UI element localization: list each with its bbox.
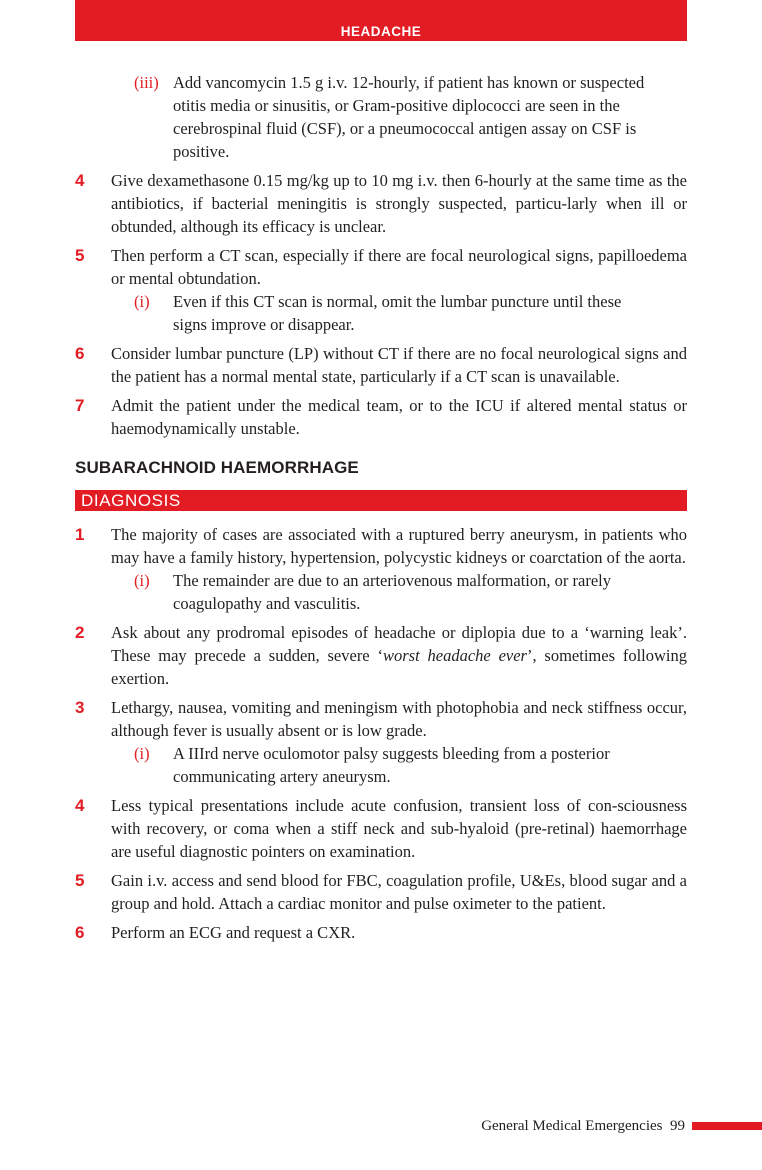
- list-item: [75, 696, 687, 742]
- item-number: 1: [75, 525, 85, 544]
- sub-item-number: (i): [134, 292, 150, 311]
- sub-list-item: [75, 742, 653, 788]
- page-number: 99: [670, 1117, 685, 1134]
- sub-item-text: A IIIrd nerve oculomotor palsy suggests bleeding from a posterior communicating artery aneurysm.: [173, 744, 610, 786]
- list-item: [75, 621, 687, 690]
- item-text: The majority of cases are associated with a ruptured berry aneurysm, in patients who may have a family history, hypertension, polycystic kidneys or coarctation of the aorta.: [111, 525, 687, 567]
- page-footer: [481, 1115, 762, 1137]
- footer-book-section: General Medical Emergencies: [481, 1117, 663, 1134]
- item-text: Gain i.v. access and send blood for FBC, coagulation profile, U&Es, blood sugar and a group and hold. Attach a cardiac monitor and pulse oximeter to the patient.: [111, 871, 687, 913]
- item-text: Less typical presentations include acute confusion, transient loss of con-sciousness with recovery, or coma when a stiff neck and sub-hyaloid (pre-retinal) haemorrhage are useful diagnostic pointers on examination.: [111, 796, 687, 861]
- footer-accent-bar: [692, 1122, 762, 1130]
- sub-item-number: (i): [134, 571, 150, 590]
- list-item: [75, 869, 687, 915]
- page-content: [75, 71, 687, 950]
- item-text: Perform an ECG and request a CXR.: [111, 923, 356, 942]
- footer-text: [481, 1118, 685, 1135]
- item-number: 5: [75, 871, 85, 890]
- item-number: 3: [75, 698, 85, 717]
- item-text-italic: worst headache ever: [382, 646, 527, 665]
- list-item: [75, 921, 687, 944]
- list-item: [75, 244, 687, 290]
- list-item: [75, 394, 687, 440]
- item-number: 6: [75, 923, 85, 942]
- sub-list-item: [75, 290, 653, 336]
- sub-list-item: [75, 569, 653, 615]
- item-number: 5: [75, 246, 85, 265]
- sub-item-text: Even if this CT scan is normal, omit the lumbar puncture until these signs improve or disappear.: [173, 292, 622, 334]
- list-item: [75, 794, 687, 863]
- section-title: SUBARACHNOID HAEMORRHAGE: [75, 458, 359, 477]
- list-item: [75, 523, 687, 569]
- item-number: 7: [75, 396, 85, 415]
- sub-item-number: (iii): [134, 73, 159, 92]
- running-header-title: HEADACHE: [340, 24, 422, 39]
- sub-list-item: [75, 71, 653, 163]
- sub-item-number: (i): [134, 744, 150, 763]
- list-item: [75, 342, 687, 388]
- sub-item-text: Add vancomycin 1.5 g i.v. 12-hourly, if patient has known or suspected otitis media or sinusitis, or Gram-positive diplococci are seen in the cerebrospinal fluid (CSF), or a pneumococcal antigen assay on CSF is positive.: [173, 73, 645, 161]
- item-text: Admit the patient under the medical team, or to the ICU if altered mental status or haemodynamically unstable.: [111, 396, 687, 438]
- item-text-part: Ask about any prodromal episodes of headache or diplopia due to a ‘warning leak’. These may precede a sudden, severe ‘: [111, 623, 687, 665]
- list-item: [75, 169, 687, 238]
- item-number: 6: [75, 344, 85, 363]
- item-number: 4: [75, 796, 85, 815]
- item-text: Consider lumbar puncture (LP) without CT if there are no focal neurological signs and the patient has a normal mental state, particularly if a CT scan is unavailable.: [111, 344, 687, 386]
- item-text-part: ’, sometimes following exertion.: [111, 646, 688, 688]
- item-number: 2: [75, 623, 85, 642]
- item-text: Lethargy, nausea, vomiting and meningism with photophobia and neck stiffness occur, although fever is usually absent or is low grade.: [111, 698, 687, 740]
- item-text: Give dexamethasone 0.15 mg/kg up to 10 mg i.v. then 6-hourly at the same time as the antibiotics, if bacterial meningitis is strongly suspected, particu-larly when ill or obtunded, although its efficacy is unclear.: [111, 171, 687, 236]
- sub-item-text: The remainder are due to an arteriovenous malformation, or rarely coagulopathy and vasculitis.: [173, 571, 611, 613]
- item-number: 4: [75, 171, 85, 190]
- running-header-bar: [75, 0, 687, 41]
- subsection-bar: DIAGNOSIS: [75, 490, 687, 511]
- item-text: Then perform a CT scan, especially if there are focal neurological signs, papilloedema or mental obtundation.: [111, 246, 687, 288]
